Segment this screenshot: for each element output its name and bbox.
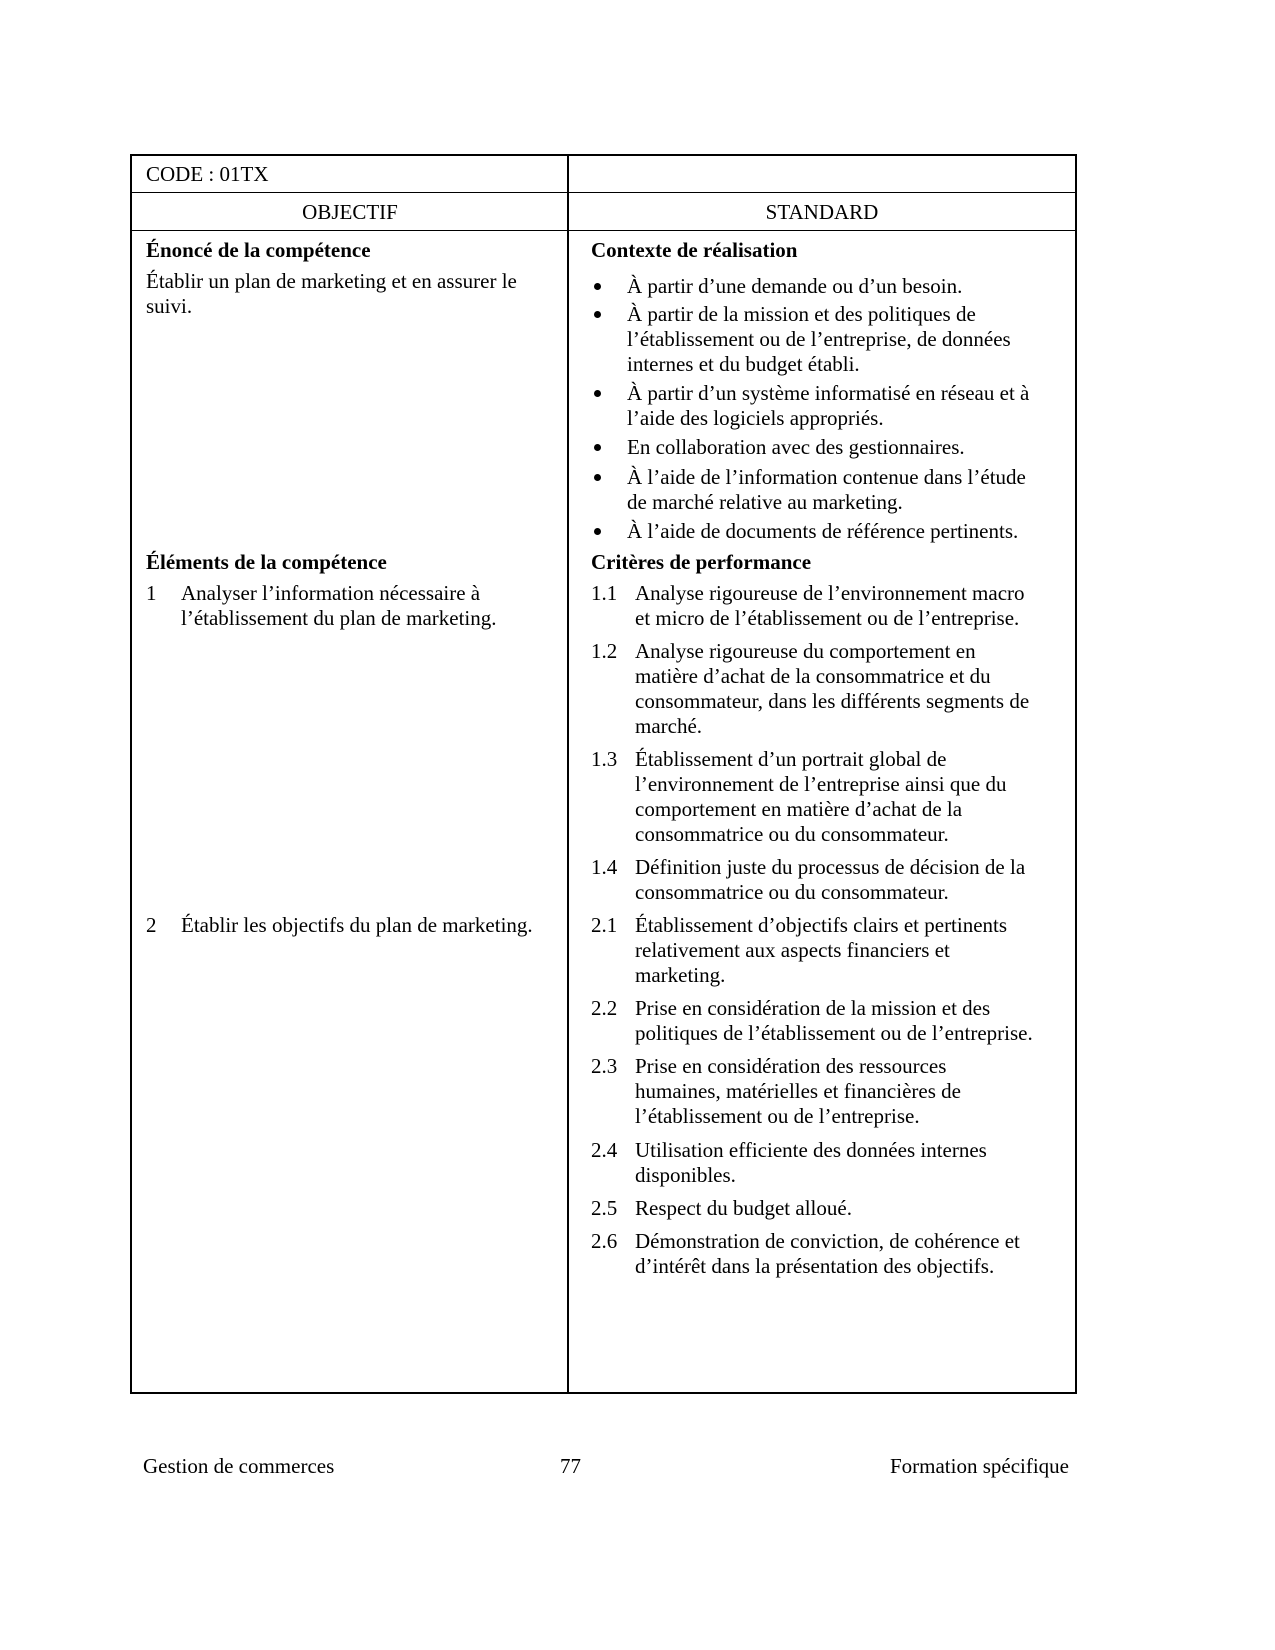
table-row-divider [130, 192, 1077, 193]
critere-number: 2.1 [591, 913, 618, 937]
bullet-icon [594, 444, 601, 451]
critere-number: 2.4 [591, 1138, 618, 1162]
critere-number: 1.2 [591, 639, 618, 663]
critere-text: Définition juste du processus de décision de la consommatrice ou du consommateur. [635, 855, 1026, 904]
criteres-heading: Critères de performance [591, 550, 812, 574]
table-row-divider [130, 230, 1077, 231]
critere-text: Prise en considération de la mission et des politiques de l’établissement ou de l’entreprise. [635, 996, 1033, 1045]
critere-text: Respect du budget alloué. [635, 1196, 852, 1220]
critere-text: Analyse rigoureuse de l’environnement macro et micro de l’établissement ou de l’entreprise. [635, 581, 1025, 630]
objectif-header: OBJECTIF [302, 200, 398, 224]
elements-heading: Éléments de la compétence [146, 550, 387, 574]
contexte-item: À l’aide de l’information contenue dans l’étude de marché relative au marketing. [627, 465, 1026, 514]
critere-text: Démonstration de conviction, de cohérence et d’intérêt dans la présentation des objectifs. [635, 1229, 1020, 1278]
bullet-icon [594, 528, 601, 535]
footer-right: Formation spécifique [889, 1454, 1069, 1478]
critere-text: Utilisation efficiente des données internes disponibles. [635, 1138, 987, 1187]
table-column-divider [567, 154, 569, 1394]
element-text: Analyser l’information nécessaire à l’établissement du plan de marketing. [181, 581, 497, 630]
critere-text: Établissement d’objectifs clairs et pertinents relativement aux aspects financiers et marketing. [635, 913, 1008, 987]
code-label: CODE : 01TX [146, 162, 269, 186]
table-border-top [130, 154, 1077, 156]
bullet-icon [594, 390, 601, 397]
contexte-item: À partir d’un système informatisé en réseau et à l’aide des logiciels appropriés. [627, 381, 1030, 430]
critere-text: Établissement d’un portrait global de l’environnement de l’entreprise ainsi que du comportement en matière d’achat de la consommatrice ou du consommateur. [635, 747, 1007, 846]
critere-text: Analyse rigoureuse du comportement en matière d’achat de la consommatrice et du consommateur, dans les différents segments de marché. [635, 639, 1030, 738]
enonce-heading: Énoncé de la compétence [146, 238, 371, 262]
element-number: 2 [146, 913, 157, 937]
bullet-icon [594, 474, 601, 481]
page-number: 77 [560, 1454, 581, 1478]
critere-number: 2.5 [591, 1196, 618, 1220]
table-border-right [1075, 154, 1077, 1394]
critere-number: 1.4 [591, 855, 618, 879]
table-border-left [130, 154, 132, 1394]
critere-number: 1.1 [591, 581, 618, 605]
contexte-item: À l’aide de documents de référence pertinents. [627, 519, 1019, 543]
contexte-item: À partir de la mission et des politiques de l’établissement ou de l’entreprise, de données internes et du budget établi. [627, 302, 1011, 376]
bullet-icon [594, 283, 601, 290]
contexte-heading: Contexte de réalisation [591, 238, 798, 262]
bullet-icon [594, 311, 601, 318]
critere-text: Prise en considération des ressources humaines, matérielles et financières de l’établissement ou de l’entreprise. [635, 1054, 961, 1128]
table-border-bottom [130, 1392, 1077, 1394]
element-text: Établir les objectifs du plan de marketing. [181, 913, 533, 937]
enonce-text: Établir un plan de marketing et en assurer le suivi. [146, 269, 517, 318]
critere-number: 2.2 [591, 996, 618, 1020]
critere-number: 1.3 [591, 747, 618, 771]
critere-number: 2.3 [591, 1054, 618, 1078]
contexte-item: En collaboration avec des gestionnaires. [627, 435, 965, 459]
standard-header: STANDARD [765, 200, 879, 224]
footer-left: Gestion de commerces [143, 1454, 335, 1478]
critere-number: 2.6 [591, 1229, 618, 1253]
element-number: 1 [146, 581, 157, 605]
contexte-item: À partir d’une demande ou d’un besoin. [627, 274, 963, 298]
